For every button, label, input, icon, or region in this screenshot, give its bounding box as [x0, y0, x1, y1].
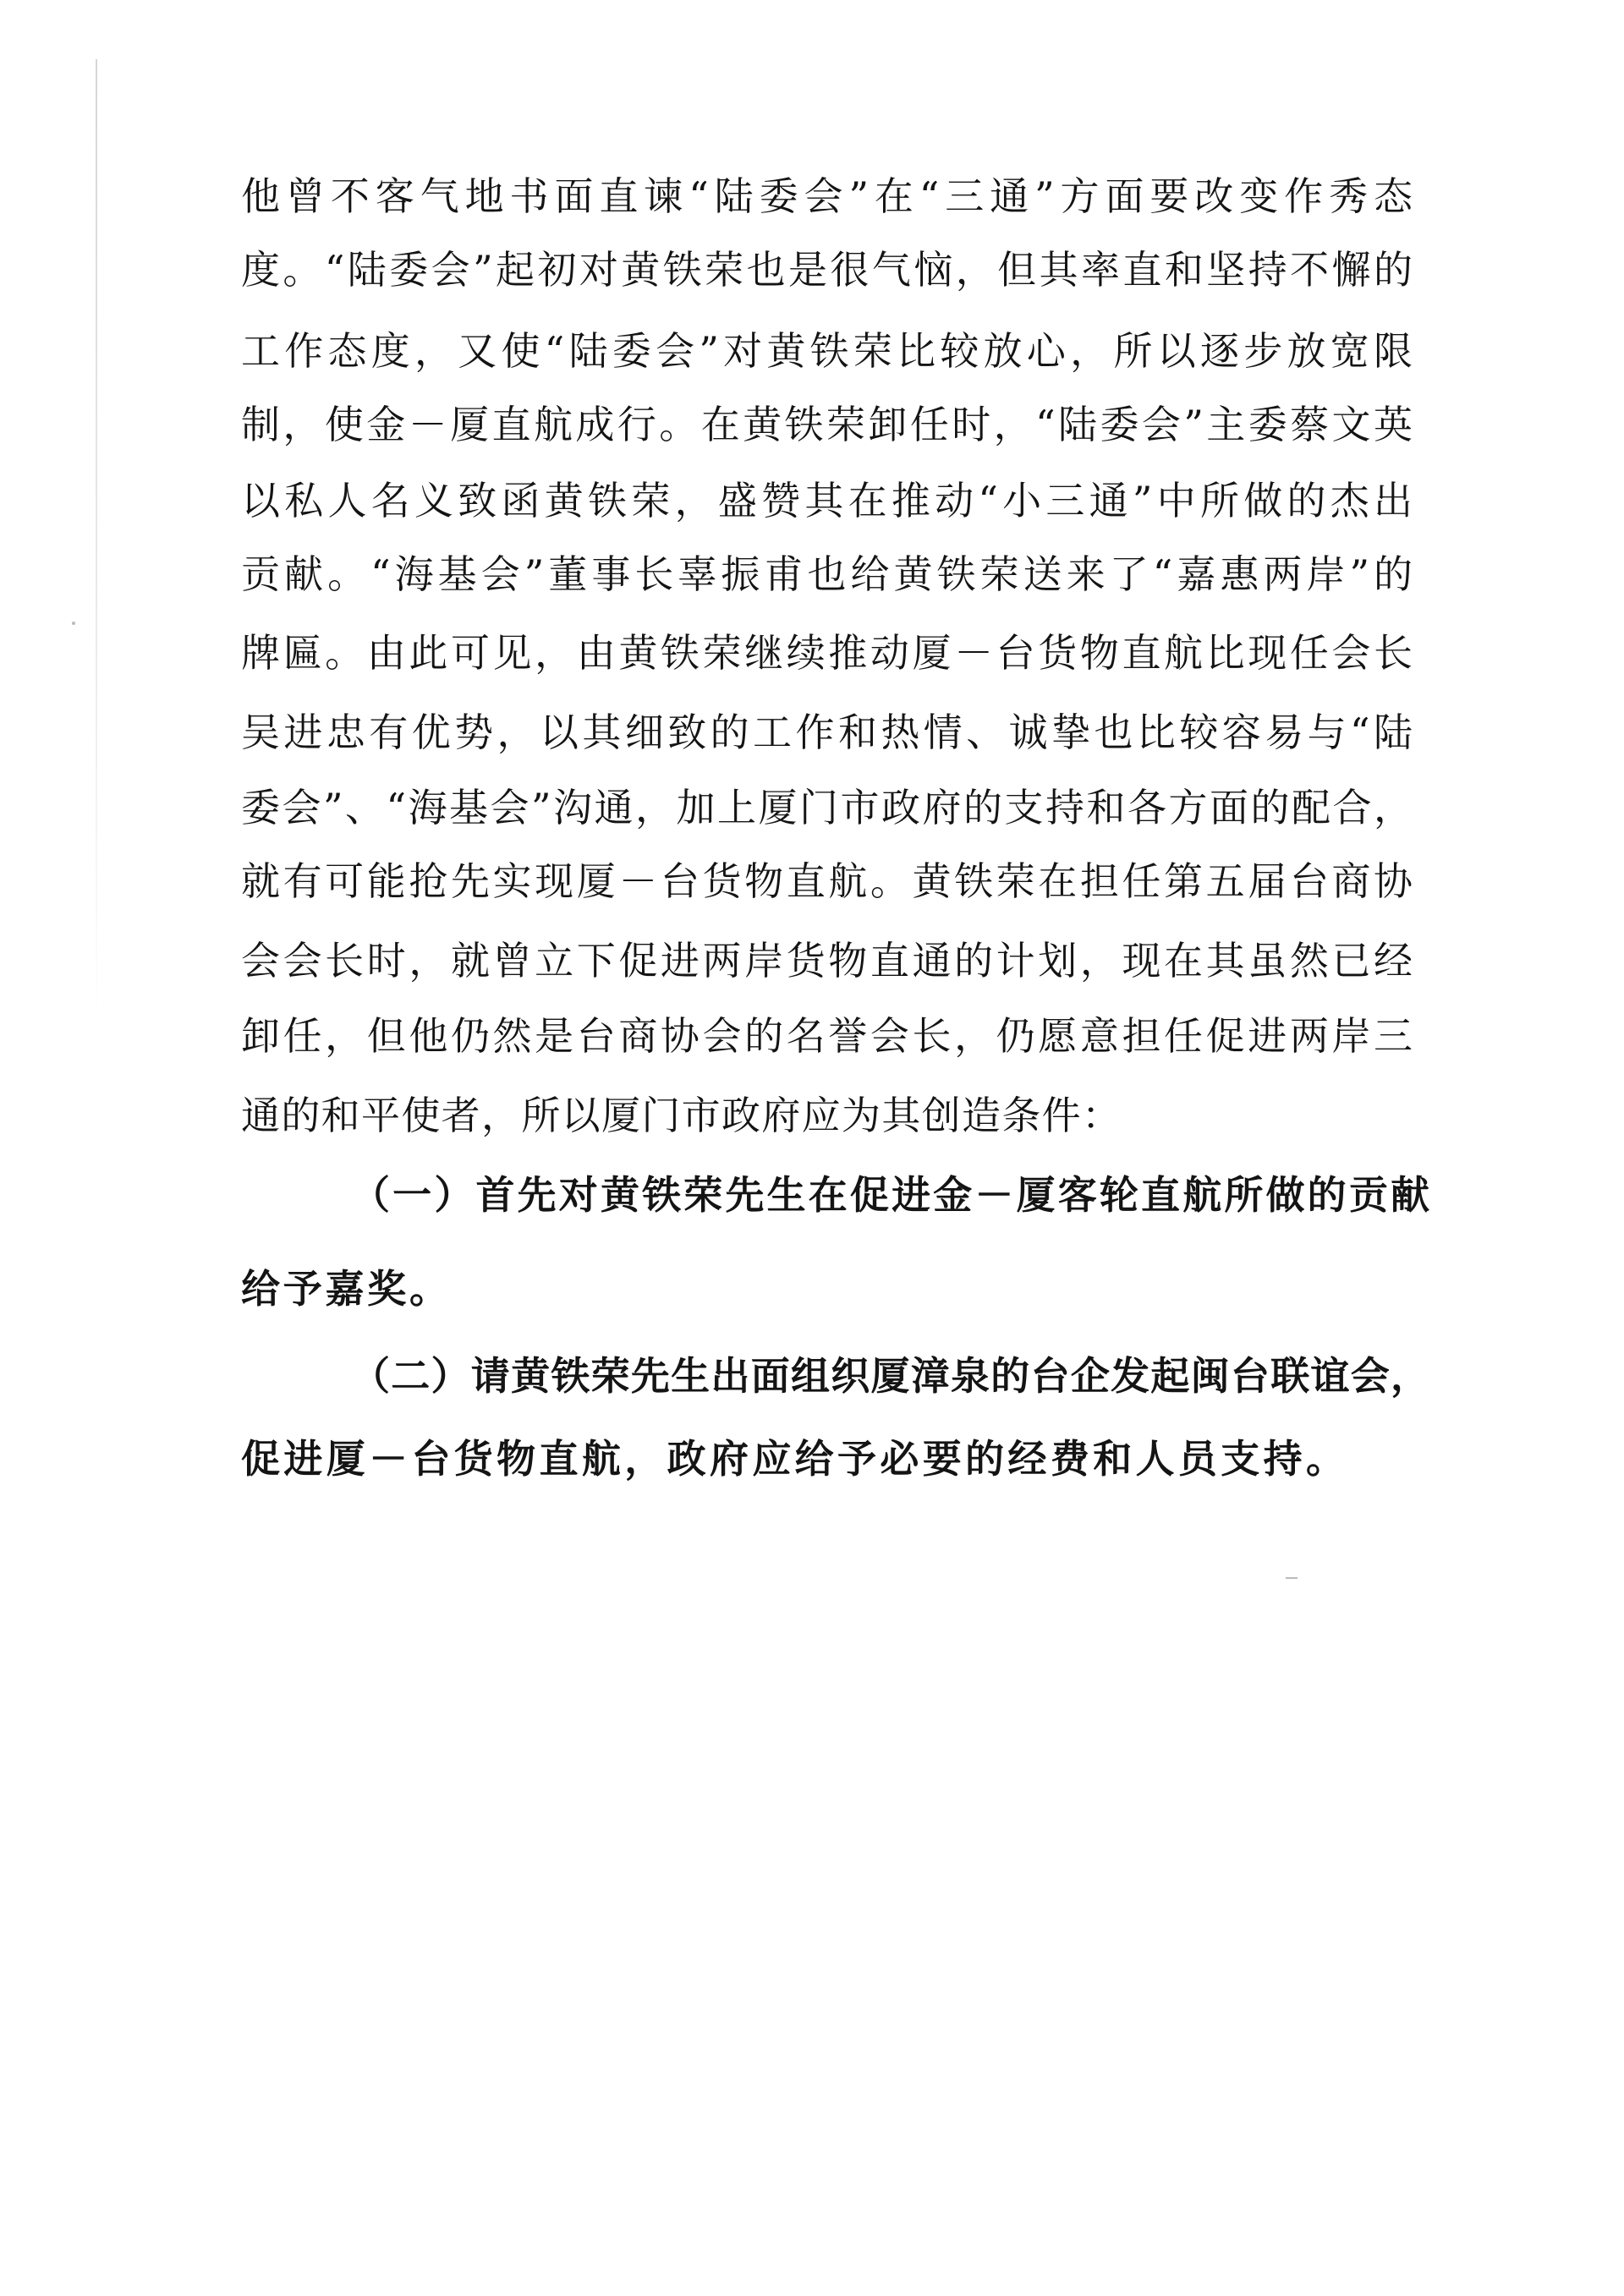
list-item-1-continuation: 给予嘉奖。	[241, 1266, 448, 1312]
scan-speck	[1286, 1577, 1298, 1579]
body-line: 以私人名义致函黄铁荣，盛赞其在推动“小三通”中所做的杰出	[241, 478, 1413, 523]
body-line: 工作态度，又使“陆委会”对黄铁荣比较放心，所以逐步放宽限	[241, 328, 1413, 374]
list-item-1: （一）首先对黄铁荣先生在促进金－厦客轮直航所做的贡献	[351, 1172, 1429, 1218]
body-line: 卸任，但他仍然是台商协会的名誉会长，仍愿意担任促进两岸三	[241, 1013, 1413, 1059]
body-line: 就有可能抢先实现厦－台货物直航。黄铁荣在担任第五届台商协	[241, 858, 1413, 904]
body-line: 制，使金－厦直航成行。在黄铁荣卸任时，“陆委会”主委蔡文英	[241, 402, 1413, 447]
body-line: 委会”、“海基会”沟通，加上厦门市政府的支持和各方面的配合，	[241, 785, 1413, 830]
list-item-2-continuation: 促进厦－台货物直航，政府应给予必要的经费和人员支持。	[241, 1436, 1345, 1482]
body-line: 吴进忠有优势，以其细致的工作和热情、诚挚也比较容易与“陆	[241, 710, 1413, 755]
scan-margin-line	[96, 59, 97, 1032]
body-line: 会会长时，就曾立下促进两岸货物直通的计划，现在其虽然已经	[241, 938, 1413, 984]
list-item-2: （二）请黄铁荣先生出面组织厦漳泉的台企发起闽台联谊会，	[351, 1353, 1429, 1399]
body-line: 度。“陆委会”起初对黄铁荣也是很气恼，但其率直和坚持不懈的	[241, 247, 1413, 293]
body-line: 通的和平使者，所以厦门市政府应为其创造条件：	[241, 1093, 1121, 1138]
body-line: 贡献。“海基会”董事长辜振甫也给黄铁荣送来了“嘉惠两岸”的	[241, 551, 1413, 597]
body-line: 牌匾。由此可见，由黄铁荣继续推动厦－台货物直航比现任会长	[241, 630, 1413, 676]
scan-speck	[72, 622, 75, 625]
body-line: 他曾不客气地书面直谏“陆委会”在“三通”方面要改变作秀态	[241, 173, 1413, 219]
